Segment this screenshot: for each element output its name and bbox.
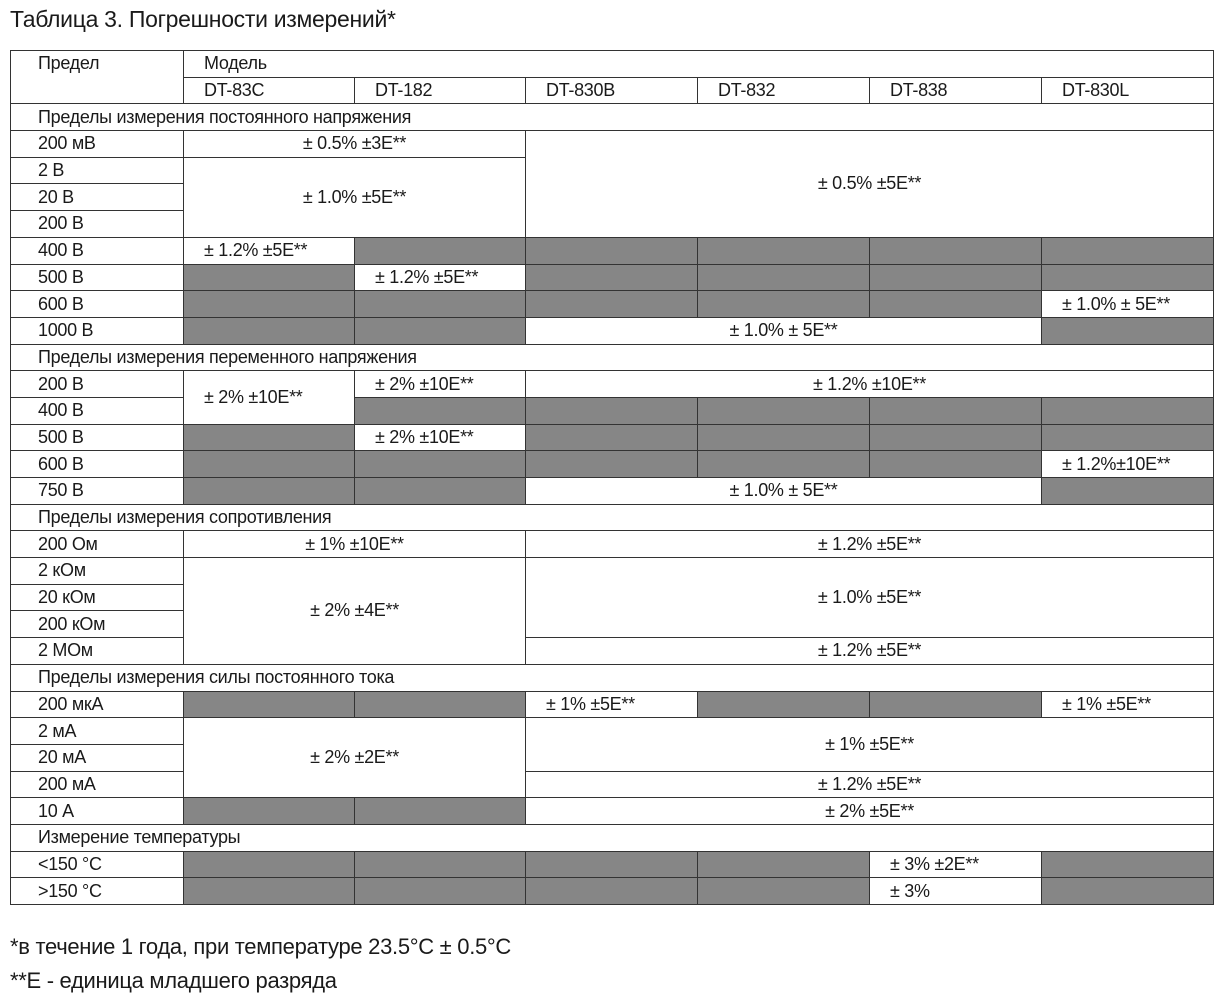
na-cell bbox=[1042, 478, 1214, 505]
na-cell bbox=[698, 451, 870, 478]
na-cell bbox=[355, 291, 526, 318]
na-cell bbox=[184, 451, 355, 478]
na-cell bbox=[526, 264, 698, 291]
na-cell bbox=[698, 424, 870, 451]
na-cell bbox=[1042, 424, 1214, 451]
na-cell bbox=[1042, 317, 1214, 344]
value-cell: ± 1% ±5E** bbox=[526, 718, 1214, 771]
na-cell bbox=[355, 691, 526, 718]
na-cell bbox=[870, 691, 1042, 718]
na-cell bbox=[355, 451, 526, 478]
header-model: Модель bbox=[184, 51, 1214, 78]
na-cell bbox=[526, 424, 698, 451]
model-dt182: DT-182 bbox=[355, 77, 526, 104]
na-cell bbox=[526, 237, 698, 264]
footnote-2: **E - единица младшего разряда bbox=[10, 968, 337, 993]
value-cell: ± 2% ±10E** bbox=[355, 371, 526, 398]
table-row bbox=[11, 451, 1214, 478]
value-cell: ± 1.2% ±5E** bbox=[184, 237, 355, 264]
value-cell: ± 1.0% ± 5E** bbox=[1042, 291, 1214, 318]
value-cell: ± 0.5% ±3E** bbox=[184, 131, 526, 158]
row-label: 200 В bbox=[11, 211, 184, 238]
row-label: 200 кОм bbox=[11, 611, 184, 638]
na-cell bbox=[355, 397, 526, 424]
value-cell: ± 1.2%±10E** bbox=[1042, 451, 1214, 478]
table-title: Таблица 3. Погрешности измерений* bbox=[10, 6, 396, 32]
na-cell bbox=[870, 397, 1042, 424]
na-cell bbox=[526, 878, 698, 905]
row-label: 600 В bbox=[11, 451, 184, 478]
na-cell bbox=[1042, 264, 1214, 291]
table-row bbox=[11, 558, 1214, 585]
na-cell bbox=[184, 691, 355, 718]
na-cell bbox=[698, 264, 870, 291]
error-table bbox=[10, 50, 1214, 905]
na-cell bbox=[355, 317, 526, 344]
value-cell: ± 1.2% ±5E** bbox=[526, 771, 1214, 798]
na-cell bbox=[1042, 878, 1214, 905]
na-cell bbox=[355, 798, 526, 825]
value-cell: ± 2% ±10E** bbox=[184, 371, 355, 424]
table-row bbox=[11, 371, 1214, 398]
value-cell: ± 2% ±2E** bbox=[184, 718, 526, 798]
models-row bbox=[11, 77, 1214, 104]
footnote-1: *в течение 1 года, при температуре 23.5°C ± 0.5°C bbox=[10, 934, 512, 959]
value-cell: ± 2% ±5E** bbox=[526, 798, 1214, 825]
na-cell bbox=[870, 424, 1042, 451]
row-label: 2 кОм bbox=[11, 558, 184, 585]
na-cell bbox=[184, 478, 355, 505]
na-cell bbox=[526, 397, 698, 424]
row-label: 500 В bbox=[11, 424, 184, 451]
value-cell: ± 1% ±5E** bbox=[1042, 691, 1214, 718]
header-limit: Предел bbox=[11, 51, 184, 104]
na-cell bbox=[184, 291, 355, 318]
table-row bbox=[11, 291, 1214, 318]
section-title-res: Пределы измерения сопротивления bbox=[11, 504, 1214, 531]
section-title-acv: Пределы измерения переменного напряжения bbox=[11, 344, 1214, 371]
value-cell: ± 1% ±5E** bbox=[526, 691, 698, 718]
na-cell bbox=[870, 291, 1042, 318]
row-label: 2 В bbox=[11, 157, 184, 184]
header-row bbox=[11, 51, 1214, 78]
na-cell bbox=[355, 237, 526, 264]
row-label: >150 °C bbox=[11, 878, 184, 905]
na-cell bbox=[698, 851, 870, 878]
value-cell: ± 1.0% ±5E** bbox=[526, 558, 1214, 638]
na-cell bbox=[184, 851, 355, 878]
value-cell: ± 2% ±4E** bbox=[184, 558, 526, 665]
na-cell bbox=[1042, 397, 1214, 424]
row-label: <150 °C bbox=[11, 851, 184, 878]
na-cell bbox=[526, 451, 698, 478]
na-cell bbox=[870, 237, 1042, 264]
table-row bbox=[11, 237, 1214, 264]
na-cell bbox=[1042, 851, 1214, 878]
section-title-dcv: Пределы измерения постоянного напряжения bbox=[11, 104, 1214, 131]
table-row bbox=[11, 478, 1214, 505]
model-dt838: DT-838 bbox=[870, 77, 1042, 104]
row-label: 200 мА bbox=[11, 771, 184, 798]
row-label: 400 В bbox=[11, 237, 184, 264]
value-cell: ± 3% bbox=[870, 878, 1042, 905]
row-label: 600 В bbox=[11, 291, 184, 318]
na-cell bbox=[355, 878, 526, 905]
table-row bbox=[11, 424, 1214, 451]
na-cell bbox=[355, 851, 526, 878]
na-cell bbox=[698, 291, 870, 318]
model-dt832: DT-832 bbox=[698, 77, 870, 104]
value-cell: ± 1.0% ± 5E** bbox=[526, 317, 1042, 344]
row-label: 20 В bbox=[11, 184, 184, 211]
row-label: 200 мВ bbox=[11, 131, 184, 158]
row-label: 2 МОм bbox=[11, 638, 184, 665]
row-label: 2 мА bbox=[11, 718, 184, 745]
na-cell bbox=[184, 424, 355, 451]
value-cell: ± 1.2% ±10E** bbox=[526, 371, 1214, 398]
na-cell bbox=[526, 291, 698, 318]
na-cell bbox=[184, 317, 355, 344]
row-label: 10 А bbox=[11, 798, 184, 825]
value-cell: ± 1.2% ±5E** bbox=[526, 638, 1214, 665]
na-cell bbox=[870, 451, 1042, 478]
na-cell bbox=[1042, 237, 1214, 264]
na-cell bbox=[184, 798, 355, 825]
value-cell: ± 2% ±10E** bbox=[355, 424, 526, 451]
table-row bbox=[11, 317, 1214, 344]
row-label: 750 В bbox=[11, 478, 184, 505]
na-cell bbox=[698, 397, 870, 424]
section-title-dca: Пределы измерения силы постоянного тока bbox=[11, 664, 1214, 691]
model-dt83c: DT-83C bbox=[184, 77, 355, 104]
table-row bbox=[11, 798, 1214, 825]
na-cell bbox=[355, 478, 526, 505]
table-row bbox=[11, 264, 1214, 291]
value-cell: ± 1.2% ±5E** bbox=[355, 264, 526, 291]
table-row bbox=[11, 691, 1214, 718]
row-label: 200 мкА bbox=[11, 691, 184, 718]
section-title-temp: Измерение температуры bbox=[11, 824, 1214, 851]
na-cell bbox=[698, 878, 870, 905]
row-label: 20 кОм bbox=[11, 584, 184, 611]
model-dt830b: DT-830B bbox=[526, 77, 698, 104]
row-label: 500 В bbox=[11, 264, 184, 291]
model-dt830l: DT-830L bbox=[1042, 77, 1214, 104]
table-row bbox=[11, 531, 1214, 558]
table-row bbox=[11, 718, 1214, 745]
value-cell: ± 3% ±2E** bbox=[870, 851, 1042, 878]
value-cell: ± 1% ±10E** bbox=[184, 531, 526, 558]
value-cell: ± 1.2% ±5E** bbox=[526, 531, 1214, 558]
na-cell bbox=[870, 264, 1042, 291]
na-cell bbox=[698, 237, 870, 264]
row-label: 400 В bbox=[11, 397, 184, 424]
row-label: 1000 В bbox=[11, 317, 184, 344]
value-cell: ± 1.0% ± 5E** bbox=[526, 478, 1042, 505]
value-cell: ± 1.0% ±5E** bbox=[184, 157, 526, 237]
na-cell bbox=[184, 264, 355, 291]
table-row bbox=[11, 851, 1214, 878]
table-row bbox=[11, 878, 1214, 905]
na-cell bbox=[184, 878, 355, 905]
na-cell bbox=[698, 691, 870, 718]
table-row bbox=[11, 131, 1214, 158]
value-cell: ± 0.5% ±5E** bbox=[526, 131, 1214, 238]
row-label: 200 В bbox=[11, 371, 184, 398]
na-cell bbox=[526, 851, 698, 878]
row-label: 200 Ом bbox=[11, 531, 184, 558]
row-label: 20 мА bbox=[11, 744, 184, 771]
